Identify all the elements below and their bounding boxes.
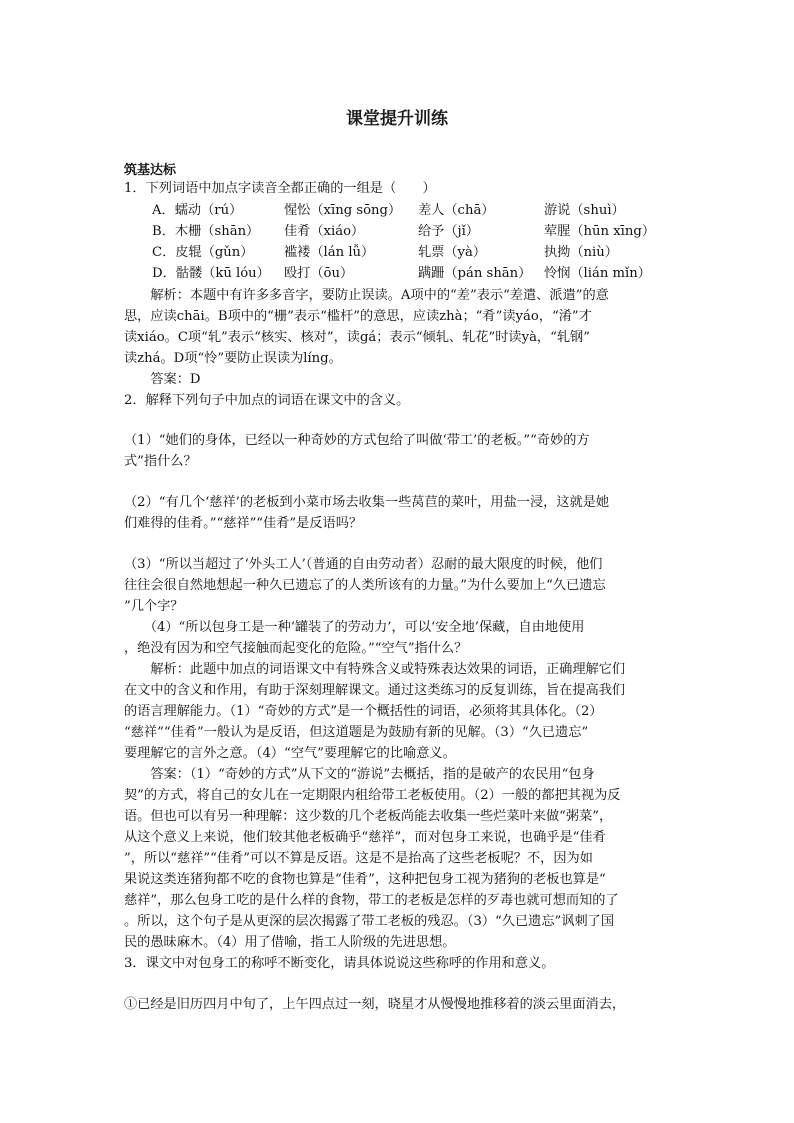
answer-line: 民的愚昧麻木。（4）用了借喻，指工人阶级的先进思想。: [124, 935, 456, 950]
sub-question-line: （2）“有几个‘慈祥’的老板到小菜市场去收集一些莴苣的菜叶，用盐一浸，这就是她: [124, 495, 610, 510]
sub-question-line: 往往会很自然地想起一种久已遗忘了的人类所该有的力量。”为什么要加上“久已遗忘: [124, 578, 606, 593]
answer-line: 语。但也可以有另一种理解：这少数的几个老板尚能去收集一些烂菜叶来做“粥菜”，: [124, 809, 613, 824]
option-cell: 佳肴（xiáo）: [284, 224, 365, 239]
section-heading: 筑基达标: [124, 163, 177, 178]
question-1-stem: 1．下列词语中加点字读音全都正确的一组是（ ）: [124, 181, 436, 196]
option-cell: 惺忪（xīng sōng）: [284, 203, 402, 218]
page-title: 课堂提升训练: [346, 109, 448, 129]
answer-line: 答案：（1）“奇妙的方式”从下文的“游说”去概括，指的是破产的农民用“包身: [124, 767, 595, 782]
option-cell: A．蠕动（rú）: [152, 203, 243, 218]
answer-line: 果说这类连猪狗都不吃的食物也算是“佳肴”，这种把包身工视为猪狗的老板也算是“: [124, 872, 606, 887]
answer-line: 从这个意义上来说，他们较其他老板确乎“慈祥”，而对包身工来说，也确乎是“佳肴: [124, 830, 606, 845]
option-cell: D．骷髅（kū lóu）: [152, 266, 270, 281]
answer-line: 慈祥”，那么包身工吃的是什么样的食物，带工的老板是怎样的歹毒也就可想而知的了: [124, 893, 619, 908]
analysis-line: 解析：本题中有许多多音字，要防止误读。A项中的“差”表示“差遣、派遣”的意: [124, 288, 609, 303]
option-cell: 给予（jǐ）: [418, 224, 480, 239]
option-cell: 轧票（yà）: [418, 245, 487, 260]
sub-question-line: （3）“所以当超过了‘外头工人’（普通的自由劳动者）忍耐的最大限度的时候，他们: [124, 557, 603, 572]
option-cell: C．皮辊（gǔn）: [152, 245, 254, 260]
analysis-line: 的语言理解能力。（1）“奇妙的方式”是一个概括性的词语，必须将其具体化。（2）: [124, 704, 603, 719]
sub-question-line: ，绝没有因为和空气接触而起变化的危险。”“空气”指什么？: [124, 641, 468, 656]
answer-line: 契”的方式，将自己的女儿在一定期限内租给带工老板使用。（2）一般的都把其视为反: [124, 788, 621, 803]
option-row-a: [152, 201, 672, 221]
analysis-line: 在文中的含义和作用，有助于深刻理解课文。通过这类练习的反复训练，旨在提高我们: [124, 683, 626, 698]
analysis-line: “慈祥”“佳肴”一般认为是反语，但这道题是为鼓励有新的见解。（3）“久已遗忘”: [124, 725, 589, 740]
option-cell: 荤腥（hūn xīng）: [544, 224, 656, 239]
analysis-line: 解析：此题中加点的词语课文中有特殊含义或特殊表达效果的词语，正确理解它们: [124, 662, 626, 677]
answer-line: 。所以，这个句子是从更深的层次揭露了带工老板的残忍。（3）“久已遗忘”讽刺了国: [124, 914, 615, 929]
answer-line: ”，所以“慈祥”“佳肴”可以不算是反语。这是不是抬高了这些老板呢？不，因为如: [124, 851, 593, 866]
sub-question-line: 式”指什么？: [124, 454, 197, 469]
option-row-b: [152, 222, 672, 242]
option-cell: 差人（chā）: [418, 203, 495, 218]
passage-paragraph: ①已经是旧历四月中旬了，上午四点过一刻，晓星才从慢慢地推移着的淡云里面消去，: [124, 997, 626, 1012]
sub-question-line: ”几个字？: [124, 599, 184, 614]
option-cell: 殴打（ōu）: [284, 266, 354, 281]
option-cell: 游说（shuì）: [544, 203, 625, 218]
question-3-stem: 3．课文中对包身工的称呼不断变化，请具体说说这些称呼的作用和意义。: [124, 956, 555, 971]
sub-question-line: （1）“她们的身体，已经以一种奇妙的方式包给了叫做‘带工’的老板。”“奇妙的方: [124, 433, 590, 448]
option-cell: 执拗（niù）: [544, 245, 618, 260]
answer-line: 答案：D: [124, 372, 201, 387]
analysis-line: 要理解它的言外之意。（4）“空气”要理解它的比喻意义。: [124, 746, 456, 761]
sub-question-line: 们难得的佳肴。”“慈祥”“佳肴”是反语吗？: [124, 516, 363, 531]
option-cell: 褴褛（lán lǚ）: [284, 245, 375, 260]
analysis-line: 读zhá。D项“怜”要防止误读为líng。: [124, 351, 342, 366]
option-row-c: [152, 243, 672, 263]
question-2-stem: 2．解释下列句子中加点的词语在课文中的含义。: [124, 393, 410, 408]
option-row-d: [152, 264, 672, 284]
option-cell: 蹒跚（pán shān）: [418, 266, 532, 281]
option-cell: 怜悯（lián mǐn）: [544, 266, 651, 281]
option-cell: B．木栅（shān）: [152, 224, 260, 239]
sub-question-line: （4）“所以包身工是一种‘罐装了的劳动力’，可以‘安全地’保藏，自由地使用: [124, 620, 585, 635]
analysis-line: 读xiáo。C项“轧”表示“核实、核对”，读gá；表示“倾轧、轧花”时读yà，“轧钢”: [124, 330, 590, 345]
analysis-line: 思，应读chāi。B项中的“栅”表示“槛杆”的意思，应读zhà；“肴”读yáo，“淆”才: [124, 309, 592, 324]
